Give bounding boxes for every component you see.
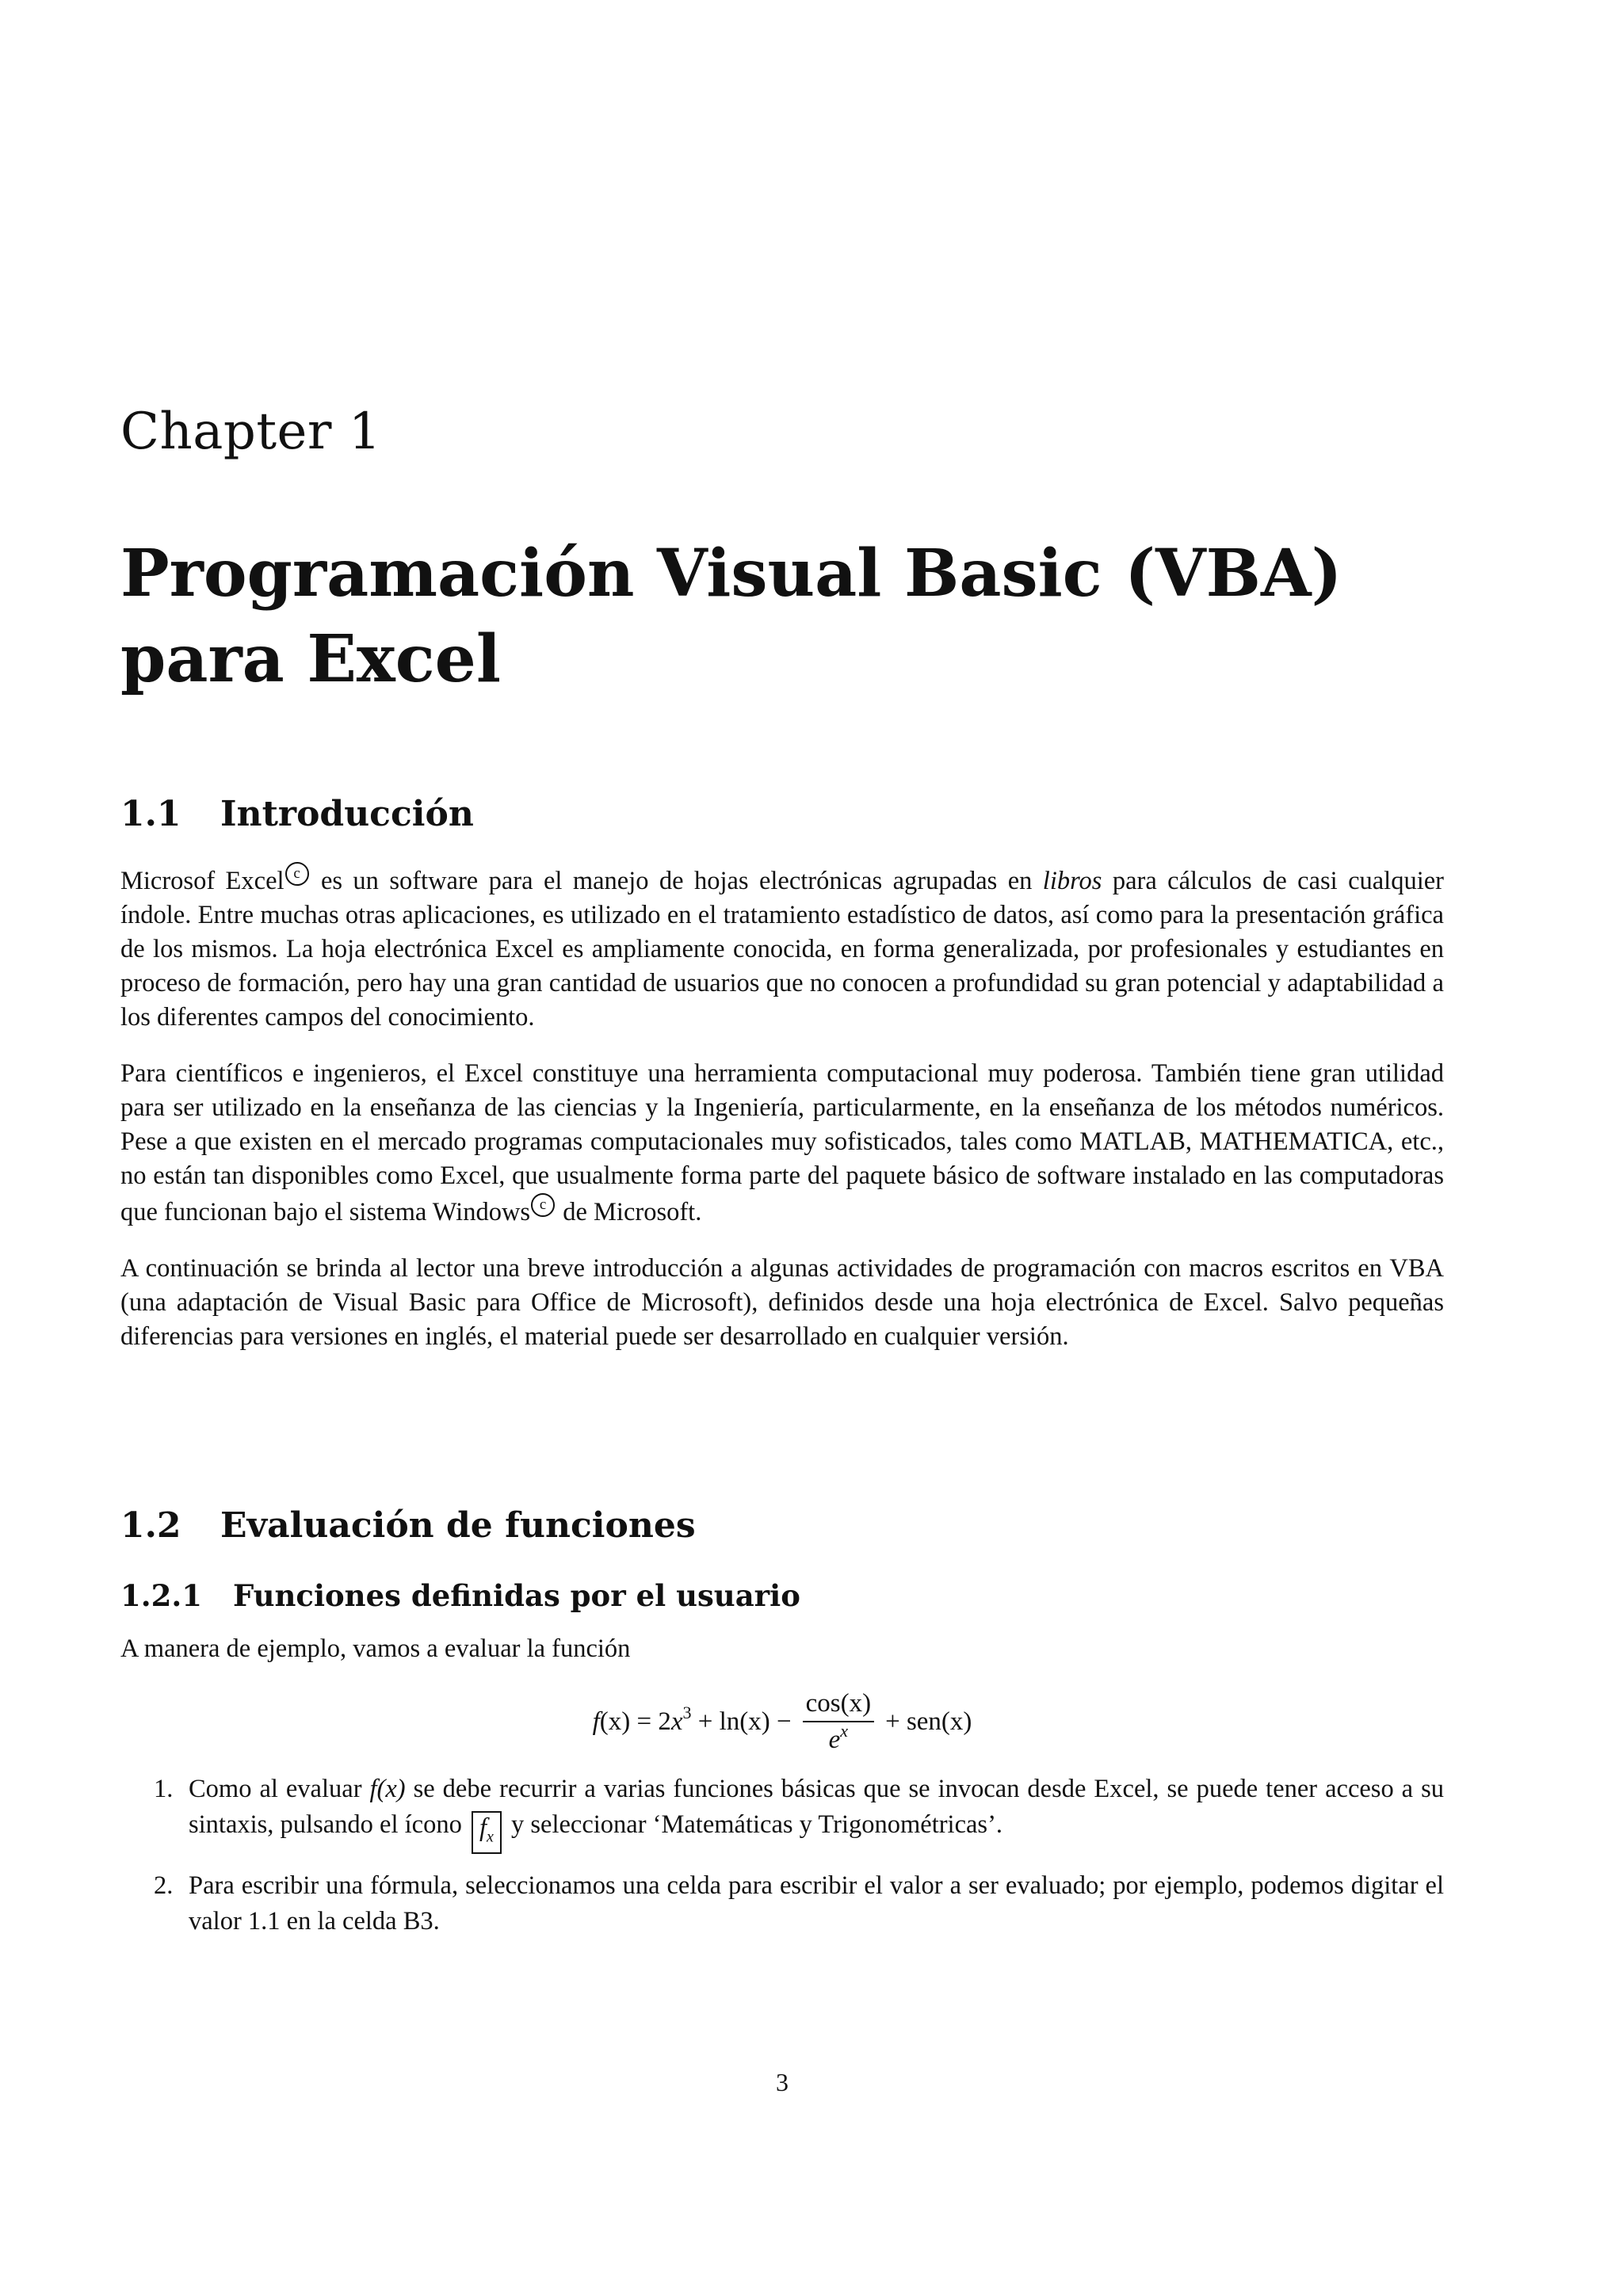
- subsection-intro: A manera de ejemplo, vamos a evaluar la función: [120, 1634, 631, 1663]
- intro-paragraph-2: [120, 1057, 1444, 1230]
- para2-text-a: Para científicos e ingenieros, el Excel constituye una herramienta computacional muy poderosa. También tiene gran utilidad para ser utilizado en la enseñanza de las ciencias y la Ingeniería, particularmente, en la enseñanza de los métodos numéricos. Pese a que existen en el mercado programas computacionales muy sofisticados, tales como MATLAB, MATHEMATICA, etc., no están tan disponibles como Excel, que usualmente forma parte del paquete básico de software instalado en las computadoras que funcionan bajo el sistema Windows: [120, 1059, 1444, 1226]
- list-marker: 2.: [154, 1871, 174, 1900]
- chapter-label: Chapter 1: [120, 402, 382, 461]
- section-title: Introducción: [220, 794, 474, 834]
- chapter-title-line2: para Excel: [120, 621, 501, 697]
- intro-paragraph-1: [120, 862, 1444, 1035]
- formula-exponent: 3: [682, 1702, 692, 1722]
- formula-lhs: [592, 1702, 792, 1737]
- item1-text-a: Como al evaluar: [189, 1775, 370, 1803]
- denominator-base: e: [828, 1726, 841, 1754]
- para1-text-b: es un software para el manejo de hojas electrónicas agrupadas en: [310, 867, 1043, 895]
- fraction-numerator: cos(x): [803, 1688, 874, 1722]
- subsection-heading: [120, 1578, 800, 1613]
- para1-text-a: Microsof Excel: [120, 867, 285, 895]
- copyright-icon: c: [285, 862, 309, 886]
- section-number: 1.1: [120, 794, 181, 834]
- subsection-title: Funciones definidas por el usuario: [233, 1578, 800, 1613]
- intro-paragraph-3: A continuación se brinda al lector una breve introducción a algunas actividades de programación con macros escritos en VBA (una adaptación de Visual Basic para Office de Microsoft), definidos desde una hoja electrónica de Excel. Salvo pequeñas diferencias para versiones en inglés, el material puede ser desarrollado en cualquier versión.: [120, 1254, 1444, 1351]
- subsection-number: 1.2.1: [120, 1578, 202, 1613]
- item1-text-b: se debe recurrir a varias funciones básicas que se invocan desde Excel, se puede tener acceso a su sintaxis, pulsando el ícono: [189, 1775, 1444, 1839]
- copyright-icon: c: [531, 1193, 555, 1217]
- item2-text: Para escribir una fórmula, seleccionamos una celda para escribir el valor a ser evaluado; por ejemplo, podemos digitar el valor 1.1 en la celda B3.: [189, 1871, 1444, 1936]
- formula-ln: + ln(x) −: [691, 1707, 792, 1736]
- formula-tail: + sen(x): [885, 1707, 972, 1736]
- chapter-title-line1: Programación Visual Basic (VBA): [120, 536, 1342, 612]
- para1-emphasis: libros: [1042, 867, 1102, 895]
- item1-fx: f(x): [369, 1775, 406, 1803]
- fraction-denominator: [826, 1722, 851, 1756]
- list-item: [154, 1772, 1444, 1854]
- denominator-exponent: x: [840, 1721, 849, 1741]
- formula-fraction: [803, 1688, 874, 1756]
- section-heading-evaluacion: [120, 1505, 696, 1546]
- section-number: 1.2: [120, 1505, 181, 1546]
- function-icon: [472, 1811, 502, 1854]
- para2-text-b: de Microsoft.: [556, 1198, 702, 1226]
- chapter-title: [120, 531, 1388, 702]
- display-formula: [120, 1688, 1444, 1756]
- para1-text-c: para cálculos de casi cualquier índole. Entre muchas otras aplicaciones, es utilizado en el tratamiento estadístico de datos, así como para la presentación gráfica de los mismos. La hoja electrónica Excel es ampliamente conocida, en forma generalizada, por profesionales y estudiantes en proceso de formación, pero hay una gran cantidad de usuarios que no conocen a profundidad su gran potencial y adaptabilidad a los diferentes campos del conocimiento.: [120, 867, 1444, 1032]
- document-page: [120, 0, 1444, 2296]
- list-marker: 1.: [154, 1775, 174, 1803]
- page-number: 3: [776, 2068, 789, 2096]
- section-title: Evaluación de funciones: [220, 1505, 696, 1546]
- formula-lhs-arg: (x) = 2: [599, 1707, 671, 1736]
- function-icon-f: f: [479, 1814, 487, 1842]
- item1-text-c: y seleccionar ‘Matemáticas y Trigonométricas’.: [511, 1810, 1003, 1839]
- list-item: [154, 1868, 1444, 1939]
- formula-f: f: [592, 1707, 600, 1736]
- function-icon-sub: x: [486, 1828, 494, 1846]
- formula-x: x: [670, 1707, 683, 1736]
- section-heading-introduccion: [120, 794, 474, 834]
